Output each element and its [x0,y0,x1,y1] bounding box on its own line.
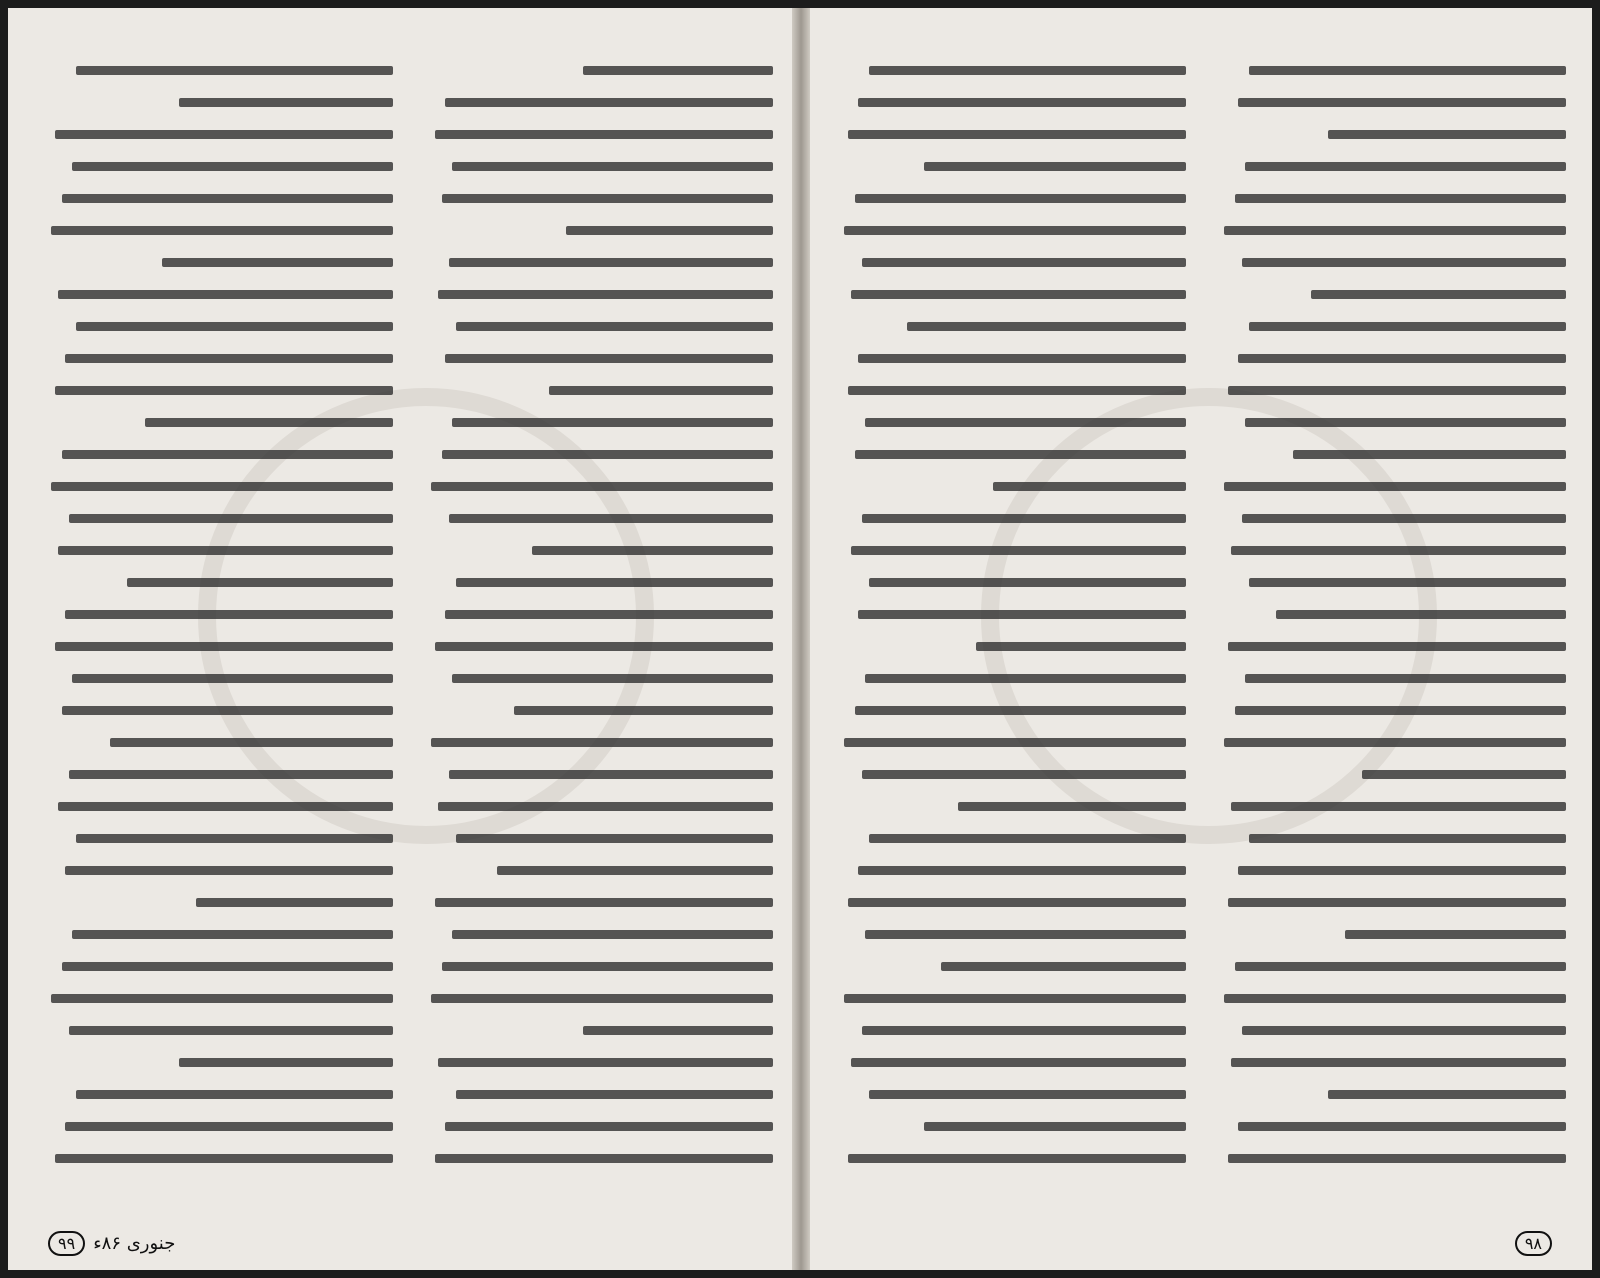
spine [792,8,810,1270]
text-line-placeholder [69,1026,393,1035]
text-line-placeholder [110,738,393,747]
text-line-placeholder [941,962,1186,971]
text-line-placeholder [76,834,393,843]
text-line-placeholder [958,802,1186,811]
text-line-placeholder [452,930,773,939]
text-line-placeholder [1228,1154,1566,1163]
text-line-placeholder [76,322,393,331]
text-line-placeholder [858,98,1186,107]
text-line-placeholder [1235,962,1566,971]
text-line-placeholder [58,802,393,811]
right-column-1 [1221,66,1566,1206]
text-line-placeholder [449,770,773,779]
right-footer [1515,1231,1552,1256]
text-line-placeholder [65,610,393,619]
text-line-placeholder [456,1090,773,1099]
left-column-2 [48,66,393,1206]
magazine-spread [8,8,1592,1270]
text-line-placeholder [65,354,393,363]
text-line-placeholder [1249,834,1566,843]
right-page-number: ۹۸ [1515,1231,1552,1256]
text-line-placeholder [179,1058,393,1067]
text-line-placeholder [566,226,773,235]
text-line-placeholder [65,866,393,875]
text-line-placeholder [55,642,393,651]
text-line-placeholder [51,482,393,491]
text-line-placeholder [449,514,773,523]
text-line-placeholder [549,386,773,395]
text-line-placeholder [76,1090,393,1099]
text-line-placeholder [924,1122,1186,1131]
text-line-placeholder [452,162,773,171]
left-footer [48,1231,175,1256]
text-line-placeholder [1242,258,1566,267]
text-line-placeholder [1224,738,1566,747]
text-line-placeholder [1249,66,1566,75]
text-line-placeholder [456,578,773,587]
text-line-placeholder [1238,354,1566,363]
text-line-placeholder [145,418,393,427]
text-line-placeholder [445,1122,773,1131]
text-line-placeholder [865,674,1186,683]
text-line-placeholder [69,770,393,779]
text-line-placeholder [848,898,1186,907]
text-line-placeholder [1228,386,1566,395]
text-line-placeholder [58,546,393,555]
text-line-placeholder [848,386,1186,395]
text-line-placeholder [1245,674,1566,683]
text-line-placeholder [1242,514,1566,523]
text-line-placeholder [1238,866,1566,875]
text-line-placeholder [76,66,393,75]
text-line-placeholder [583,66,773,75]
text-line-placeholder [442,194,773,203]
text-line-placeholder [1345,930,1566,939]
text-line-placeholder [1249,322,1566,331]
text-line-placeholder [865,418,1186,427]
text-line-placeholder [1293,450,1566,459]
text-line-placeholder [851,546,1186,555]
text-line-placeholder [1245,418,1566,427]
text-line-placeholder [1224,226,1566,235]
text-line-placeholder [431,482,773,491]
text-line-placeholder [456,834,773,843]
text-line-placeholder [435,642,773,651]
text-line-placeholder [452,674,773,683]
text-line-placeholder [844,738,1186,747]
text-line-placeholder [851,1058,1186,1067]
text-line-placeholder [1224,994,1566,1003]
text-line-placeholder [1249,578,1566,587]
text-line-placeholder [1231,546,1566,555]
text-line-placeholder [848,1154,1186,1163]
text-line-placeholder [532,546,774,555]
text-line-placeholder [62,194,393,203]
text-line-placeholder [848,130,1186,139]
text-line-placeholder [1231,1058,1566,1067]
text-line-placeholder [55,386,393,395]
text-line-placeholder [162,258,393,267]
text-line-placeholder [51,994,393,1003]
text-line-placeholder [993,482,1186,491]
text-line-placeholder [435,1154,773,1163]
text-line-placeholder [907,322,1186,331]
text-line-placeholder [862,770,1186,779]
text-line-placeholder [862,1026,1186,1035]
text-line-placeholder [1228,642,1566,651]
text-line-placeholder [514,706,773,715]
text-line-placeholder [62,450,393,459]
left-page-number: ۹۹ [48,1231,85,1256]
left-column-1 [428,66,773,1206]
right-page [800,8,1592,1270]
text-line-placeholder [1228,898,1566,907]
text-line-placeholder [1328,1090,1566,1099]
text-line-placeholder [55,1154,393,1163]
text-line-placeholder [179,98,393,107]
text-line-placeholder [583,1026,773,1035]
text-line-placeholder [452,418,773,427]
text-line-placeholder [1224,482,1566,491]
text-line-placeholder [851,290,1186,299]
text-line-placeholder [438,802,773,811]
text-line-placeholder [858,610,1186,619]
text-line-placeholder [445,354,773,363]
text-line-placeholder [858,354,1186,363]
right-column-2 [841,66,1186,1206]
left-page [8,8,800,1270]
text-line-placeholder [1238,1122,1566,1131]
text-line-placeholder [72,674,393,683]
text-line-placeholder [65,1122,393,1131]
text-line-placeholder [1235,194,1566,203]
text-line-placeholder [497,866,773,875]
text-line-placeholder [445,610,773,619]
text-line-placeholder [435,130,773,139]
text-line-placeholder [1245,162,1566,171]
text-line-placeholder [869,834,1186,843]
text-line-placeholder [869,1090,1186,1099]
text-line-placeholder [1235,706,1566,715]
text-line-placeholder [431,738,773,747]
text-line-placeholder [196,898,393,907]
text-line-placeholder [438,1058,773,1067]
text-line-placeholder [862,514,1186,523]
text-line-placeholder [1276,610,1566,619]
text-line-placeholder [442,962,773,971]
text-line-placeholder [62,962,393,971]
text-line-placeholder [127,578,393,587]
text-line-placeholder [456,322,773,331]
text-line-placeholder [72,162,393,171]
text-line-placeholder [435,898,773,907]
text-line-placeholder [51,226,393,235]
text-line-placeholder [844,994,1186,1003]
text-line-placeholder [445,98,773,107]
text-line-placeholder [1362,770,1566,779]
text-line-placeholder [1242,1026,1566,1035]
text-line-placeholder [431,994,773,1003]
text-line-placeholder [865,930,1186,939]
text-line-placeholder [69,514,393,523]
text-line-placeholder [62,706,393,715]
text-line-placeholder [442,450,773,459]
left-footer-label: جنوری ۸۶ء [93,1233,176,1254]
text-line-placeholder [1328,130,1566,139]
text-line-placeholder [58,290,393,299]
text-line-placeholder [844,226,1186,235]
text-line-placeholder [924,162,1186,171]
text-line-placeholder [1231,802,1566,811]
text-line-placeholder [855,450,1186,459]
text-line-placeholder [72,930,393,939]
text-line-placeholder [449,258,773,267]
text-line-placeholder [869,66,1186,75]
text-line-placeholder [862,258,1186,267]
text-line-placeholder [869,578,1186,587]
text-line-placeholder [438,290,773,299]
text-line-placeholder [1238,98,1566,107]
text-line-placeholder [976,642,1186,651]
text-line-placeholder [858,866,1186,875]
text-line-placeholder [55,130,393,139]
text-line-placeholder [855,194,1186,203]
text-line-placeholder [855,706,1186,715]
text-line-placeholder [1311,290,1566,299]
